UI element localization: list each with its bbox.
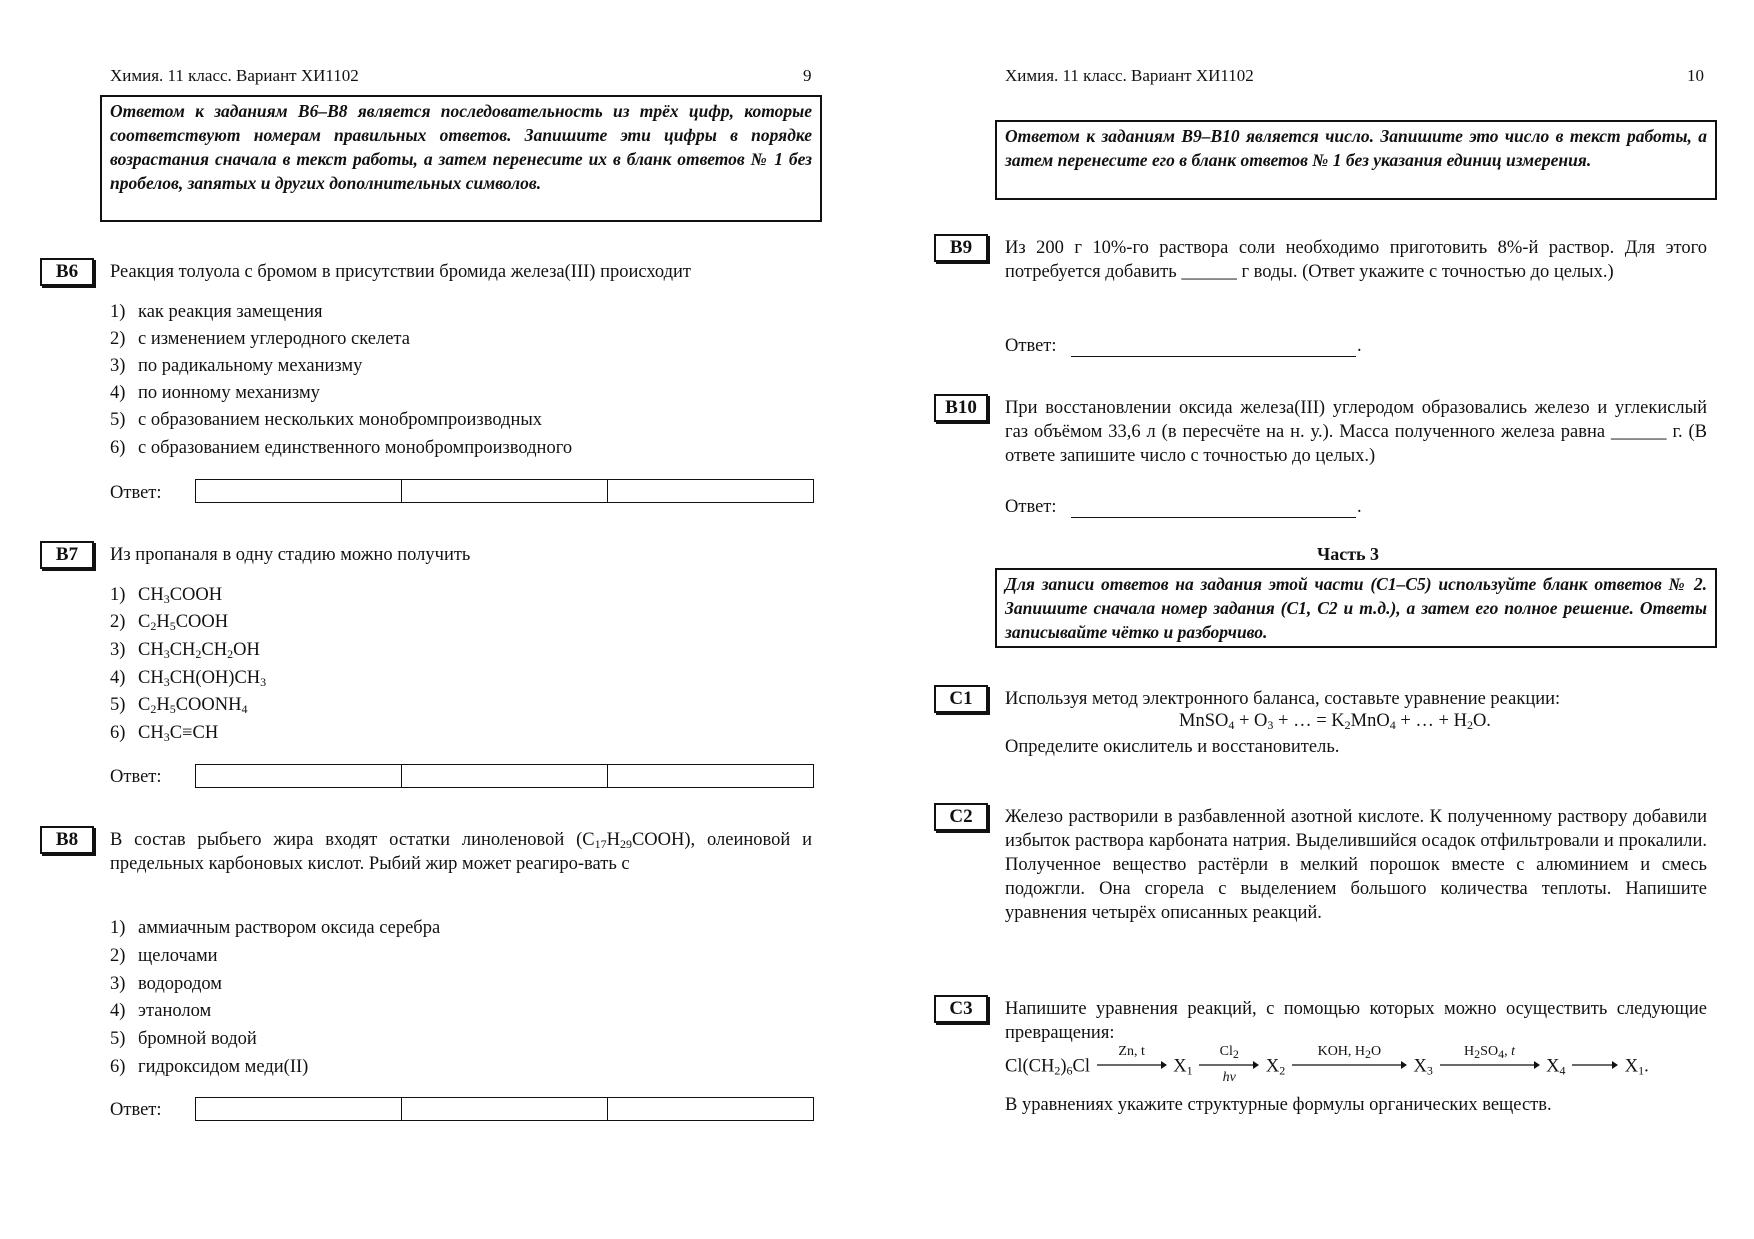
task-c1-text: Используя метод электронного баланса, составьте уравнение реакции:	[1005, 689, 1561, 709]
answer-label: Ответ:	[1005, 497, 1057, 517]
reaction-arrow: $H_2SO_4$, t	[1440, 1056, 1540, 1078]
task-b6-option: 1) как реакция замещения	[110, 302, 323, 322]
task-b8-option: 4) этанолом	[110, 1001, 212, 1021]
task-b10-question: При восстановлении оксида железа(III) углеродом образовались железо и углекислый газ объёмом 33,6 л (в пересчёте на н. у.). Масса полученного железа равна ______ г. (В ответе запишите число с точностью до целых.)	[1005, 398, 1707, 466]
answer-label: Ответ:	[1005, 336, 1057, 356]
task-label-b6: В6	[40, 258, 94, 286]
answer-grid-b6[interactable]	[195, 479, 814, 503]
task-b7-question: Из пропаналя в одну стадию можно получить	[110, 545, 471, 565]
task-label-b9: В9	[934, 234, 988, 262]
instruction-box	[995, 120, 1717, 200]
task-b8-question: В состав рыбьего жира входят остатки линоленовой $(C_{17}H_{29}COOH)$, олеиновой и предельных карбоновых кислот. Рыбий жир может реагиро-вать с	[110, 830, 812, 874]
part3-instruction-text: Для записи ответов на задания этой части (С1–С5) используйте бланк ответов № 2. Запишите сначала номер задания (С1, С2 и т.д.), а затем его полное решение. Ответы записывайте чётко и разборчиво.	[1005, 574, 1707, 642]
page-header: Химия. 11 класс. Вариант ХИ1102	[1005, 66, 1254, 85]
answer-label: Ответ:	[110, 1100, 162, 1120]
task-c1-text: Определите окислитель и восстановитель.	[1005, 737, 1340, 757]
task-b9-question: Из 200 г 10%-го раствора соли необходимо приготовить 8%-й раствор. Для этого потребуется добавить ______ г воды. (Ответ укажите с точностью до целых.)	[1005, 238, 1707, 282]
task-b7-option: 1) $CH_3COOH$	[110, 585, 223, 606]
answer-end: .	[1357, 336, 1362, 356]
task-b6-option: 5) с образованием нескольких монобромпроизводных	[110, 410, 543, 430]
answer-end: .	[1357, 497, 1362, 517]
task-b7-option: 4) $CH_3CH(OH)CH_3$	[110, 668, 267, 689]
answer-label: Ответ:	[110, 483, 162, 503]
task-c3-scheme: $Cl(CH_2)_6Cl$ Zn, t $X_1$ $Cl_2$ hv $X_2$ KOH, $H_2O$ $X_3$ $H_2SO_4$, t $X_4$ $X_1$.	[1005, 1044, 1649, 1085]
task-b8-option: 6) гидроксидом меди(II)	[110, 1057, 309, 1077]
task-b7-option: 5) $C_2H_5COONH_4$	[110, 695, 248, 716]
task-b8-option: 3) водородом	[110, 974, 222, 994]
task-label-c1: С1	[934, 685, 988, 713]
task-b6-option: 6) с образованием единственного монобромпроизводного	[110, 438, 573, 458]
answer-grid-b8[interactable]	[195, 1097, 814, 1121]
page-number: 10	[1687, 66, 1704, 85]
task-b6-question: Реакция толуола с бромом в присутствии бромида железа(III) происходит	[110, 262, 691, 282]
page-number: 9	[803, 66, 812, 85]
task-label-b7: В7	[40, 541, 94, 569]
instruction-box	[100, 95, 822, 222]
task-b8-option: 2) щелочами	[110, 946, 218, 966]
answer-line-b9[interactable]	[1071, 356, 1356, 357]
task-c1-equation: MnSO$_4$ + $O_3$ + … = $K_2MnO_4$ + … + $H_2O$.	[1179, 711, 1491, 732]
instruction-text: Ответом к заданиям В6–В8 является последовательность из трёх цифр, которые соответствуют номерам правильных ответов. Запишите эти цифры в порядке возрастания сначала в текст работы, а затем перенесите их в бланк ответов № 1 без пробелов, запятых и других дополнительных символов.	[110, 101, 812, 193]
task-label-c2: С2	[934, 803, 988, 831]
task-b6-option: 4) по ионному механизму	[110, 383, 320, 403]
answer-line-b10[interactable]	[1071, 517, 1356, 518]
task-label-b10: В10	[934, 394, 988, 422]
task-b7-option: 3) $CH_3CH_2CH_2OH$	[110, 640, 260, 661]
task-b8-option: 5) бромной водой	[110, 1029, 257, 1049]
reaction-arrow: KOH, $H_2O$	[1292, 1056, 1407, 1078]
task-label-c3: С3	[934, 995, 988, 1023]
answer-label: Ответ:	[110, 767, 162, 787]
task-c3-text: Напишите уравнения реакций, с помощью которых можно осуществить следующие превращения:	[1005, 999, 1707, 1043]
answer-grid-b7[interactable]	[195, 764, 814, 788]
task-b6-option: 2) с изменением углеродного скелета	[110, 329, 410, 349]
reaction-arrow	[1572, 1056, 1618, 1078]
part3-title: Часть 3	[1317, 544, 1380, 564]
task-c2-text: Железо растворили в разбавленной азотной кислоте. К полученному раствору добавили избыток раствора карбоната натрия. Выделившийся осадок отфильтровали и прокалили. Полученное вещество растёрли в мелкий порошок вместе с алюминием и смесь подожгли. Она сгорела с выделением большого количества теплоты. Напишите уравнения четырёх описанных реакций.	[1005, 807, 1707, 923]
task-b7-option: 2) $C_2H_5COOH$	[110, 612, 229, 633]
page-header: Химия. 11 класс. Вариант ХИ1102	[110, 66, 359, 85]
task-label-b8: В8	[40, 826, 94, 854]
instruction-text: Ответом к заданиям В9–В10 является число. Запишите это число в текст работы, а затем перенесите его в бланк ответов № 1 без указания единиц измерения.	[1005, 126, 1707, 170]
right-page	[877, 0, 1754, 1239]
reaction-arrow: Zn, t	[1097, 1056, 1167, 1078]
task-c3-text: В уравнениях укажите структурные формулы органических веществ.	[1005, 1095, 1552, 1115]
reaction-arrow: $Cl_2$ hv	[1199, 1056, 1259, 1078]
task-b6-option: 3) по радикальному механизму	[110, 356, 363, 376]
task-b8-option: 1) аммиачным раствором оксида серебра	[110, 918, 441, 938]
task-b7-option: 6) $CH_3C\equiv CH$	[110, 723, 219, 744]
part3-instruction-box	[995, 568, 1717, 648]
